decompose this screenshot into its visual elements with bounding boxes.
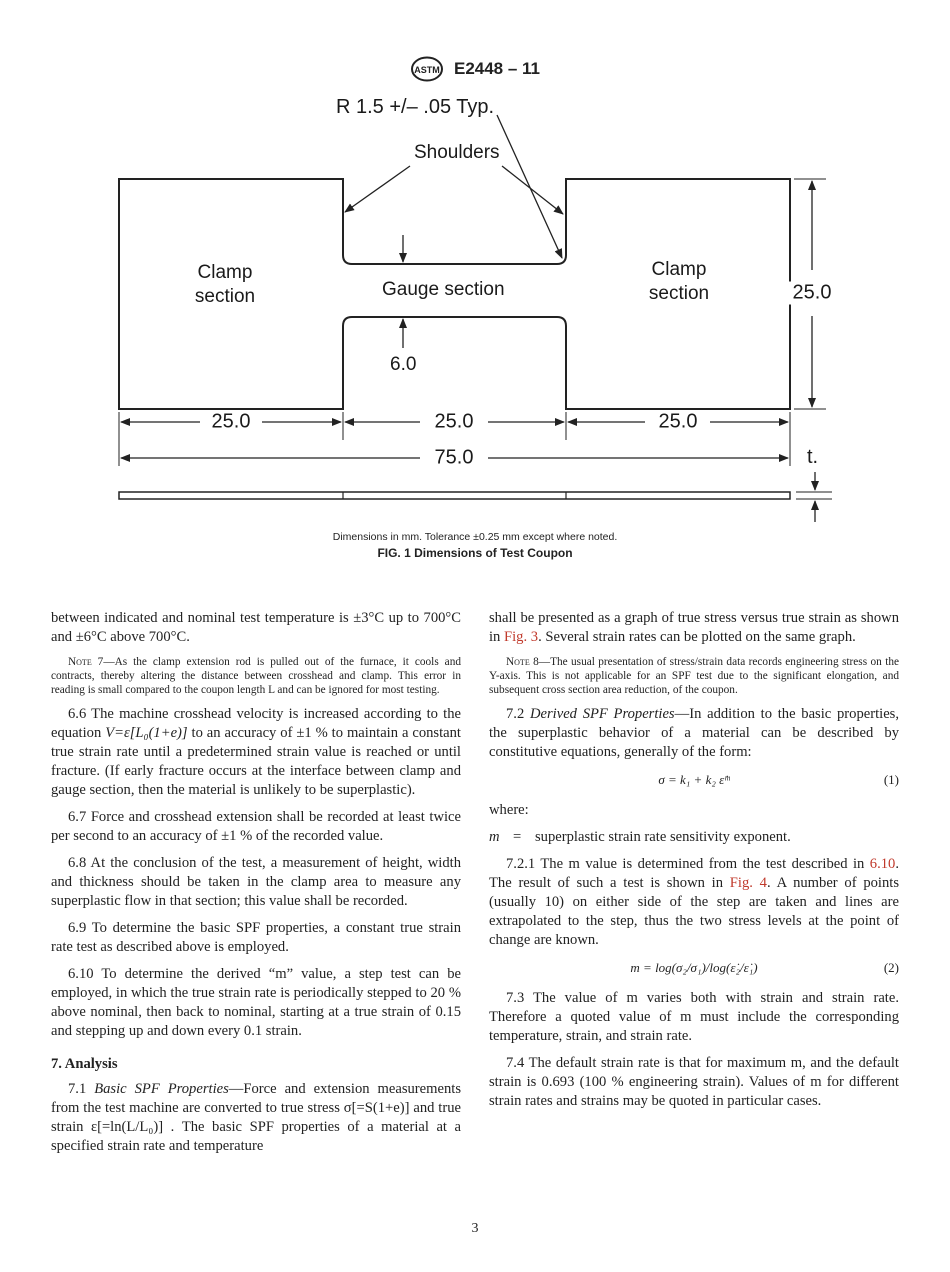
- shoulder-leader-left: [345, 166, 410, 212]
- definition-text: superplastic strain rate sensitivity exponent.: [535, 829, 791, 845]
- para-6-10: 6.10 To determine the derived “m” value, a step test can be employed, in which the true strain rate is periodically stepped to 20 % above nominal, then back to nominal, starting at a true strain of 0.15 and stepping up and down every 0.1 strain.: [51, 966, 461, 1039]
- para-7-2-1-b: . The result of such a test is shown in: [489, 856, 899, 891]
- para-7-1-num: 7.1: [68, 1081, 95, 1097]
- para-6-6-a: 6.6 The machine crosshead velocity is increased according to the equation: [51, 706, 461, 741]
- radius-leader: [497, 115, 562, 258]
- clamp-label-left: [195, 261, 255, 309]
- page-header: [0, 56, 950, 82]
- height-dim-label: 25.0: [789, 282, 836, 305]
- note-7-label: Note 7: [68, 656, 104, 668]
- clamp-left-line1: Clamp: [197, 262, 253, 283]
- para-6-6-b: to an accuracy of ±1 % to maintain a constant true strain rate until a predetermined strain value is reached or until fracture. (If early fracture occurs at the interface between clamp and gauge section, then the material is unlikely to be superplastic).: [51, 725, 461, 798]
- para-6-9: 6.9 To determine the basic SPF properties, a constant true strain rate test as described above is employed.: [51, 920, 461, 955]
- clamp-right-line2: section: [648, 283, 710, 304]
- shoulder-leader-right: [502, 166, 563, 214]
- note-7: [51, 655, 461, 697]
- equation-1-body: σ = k₁ + k₂ ε̇ᵐ: [658, 772, 730, 787]
- clamp-right-line1: Clamp: [651, 259, 707, 280]
- note-7-text: —As the clamp extension rod is pulled out of the furnace, it cools and contracts, thereby altering the distance between crosshead and clamp. This error in reading is small compared to the coupon length L and can be ignored for most testing.: [51, 656, 461, 696]
- note-8-text: —The usual presentation of stress/strain data records engineering stress on the Y-axis. This is not applicable for an SPF test due to the significant elongation, and subsequent cross section area reduction, of the coupon.: [489, 656, 899, 696]
- equation-2: [489, 958, 899, 977]
- para-7-4: 7.4 The default strain rate is that for maximum m, and the default strain is 0.693 (100 % engineering strain). Values of m for different strain rates and strains may be quoted in particular cases.: [489, 1055, 899, 1109]
- figure-title: FIG. 1 Dimensions of Test Coupon: [377, 546, 573, 560]
- standard-designation: E2448 – 11: [453, 59, 541, 78]
- para-7-1: [51, 1080, 461, 1156]
- left-column: [51, 609, 461, 1164]
- coupon-figure: [0, 90, 950, 530]
- left-length-label: 25.0: [208, 411, 255, 434]
- definition-m: [489, 828, 899, 847]
- gauge-width-label: 6.0: [390, 354, 417, 375]
- astm-logo-icon: [410, 56, 444, 82]
- section-heading-analysis: 7. Analysis: [51, 1056, 118, 1072]
- middle-length-label: 25.0: [431, 411, 478, 434]
- para-7-2-title: Derived SPF Properties: [529, 706, 675, 722]
- note-8-label: Note 8: [506, 656, 539, 668]
- para-7-1-title: Basic SPF Properties: [94, 1081, 229, 1097]
- coupon-side-view: [119, 492, 790, 499]
- page-number: 3: [471, 1221, 479, 1236]
- para-temperature-cont: between indicated and nominal test temperature is ±3°C up to 700°C and ±6°C above 700°C.: [51, 610, 461, 645]
- right-column: [489, 609, 899, 1119]
- link-fig-3[interactable]: Fig. 3: [504, 629, 539, 645]
- note-8: [489, 655, 899, 697]
- para-6-7: 6.7 Force and crosshead extension shall be recorded at least twice per second to an accuracy of ±1 % of the recorded value.: [51, 809, 461, 844]
- equation-1: [489, 770, 899, 789]
- clamp-left-line2: section: [194, 286, 256, 307]
- para-graph-cont: [489, 609, 899, 647]
- para-7-1-text: —Force and extension measurements from the test machine are converted to true stress σ[=S(1+e)] and true strain ε[=ln(L/L₀)] . The basic SPF properties of a material at a specified strain rate and temperature: [51, 1081, 461, 1154]
- para-7-2-1: [489, 855, 899, 950]
- thickness-label: t.: [807, 446, 819, 468]
- clamp-label-right: [649, 258, 709, 306]
- figure-caption: [0, 531, 950, 560]
- total-length-label: 75.0: [431, 447, 478, 470]
- para-7-3: 7.3 The value of m varies both with strain and strain rate. Therefore a quoted value of m must include the corresponding temperature, strain, and strain rate.: [489, 990, 899, 1044]
- para-7-2-num: 7.2: [506, 706, 530, 722]
- para-6-6-equation: V=ε̇[L₀(1+e)]: [105, 725, 188, 741]
- gauge-label: Gauge section: [382, 279, 505, 300]
- radius-label: R 1.5 +/– .05 Typ.: [336, 96, 495, 118]
- para-6-6: [51, 705, 461, 800]
- definition-symbol: m: [489, 829, 500, 845]
- para-7-2-text: —In addition to the basic properties, the superplastic behavior of a material can be described by constitutive equations, generally of the form:: [489, 706, 899, 760]
- definition-equals: =: [513, 829, 522, 845]
- para-6-8: 6.8 At the conclusion of the test, a measurement of height, width and thickness should be taken in the clamp area to measure any superplastic flow in that section; this value shall be recorded.: [51, 855, 461, 909]
- para-graph-b: . Several strain rates can be plotted on the same graph.: [538, 629, 856, 645]
- para-7-2: [489, 705, 899, 762]
- where-label: where:: [489, 802, 529, 818]
- equation-2-number: (2): [883, 960, 899, 975]
- para-7-2-1-c: . A number of points (usually 10) on either side of the step are taken and lines are extrapolated to the step, thus the two stress levels at the point of change are known.: [489, 875, 900, 948]
- right-length-label: 25.0: [655, 411, 702, 434]
- svg-text:ASTM: ASTM: [414, 65, 440, 75]
- link-6-10[interactable]: 6.10: [869, 856, 896, 872]
- para-graph-a: shall be presented as a graph of true stress versus true strain as shown in: [489, 610, 899, 645]
- para-7-2-1-a: 7.2.1 The m value is determined from the test described in: [506, 856, 870, 872]
- link-fig-4[interactable]: Fig. 4: [729, 875, 767, 891]
- figure-note: Dimensions in mm. Tolerance ±0.25 mm except where noted.: [332, 531, 618, 543]
- shoulders-label: Shoulders: [414, 142, 500, 163]
- equation-1-number: (1): [883, 772, 899, 787]
- equation-2-body: m = log(σ₂/σ₁)/log(ε̇₂/ε̇₁): [630, 960, 758, 975]
